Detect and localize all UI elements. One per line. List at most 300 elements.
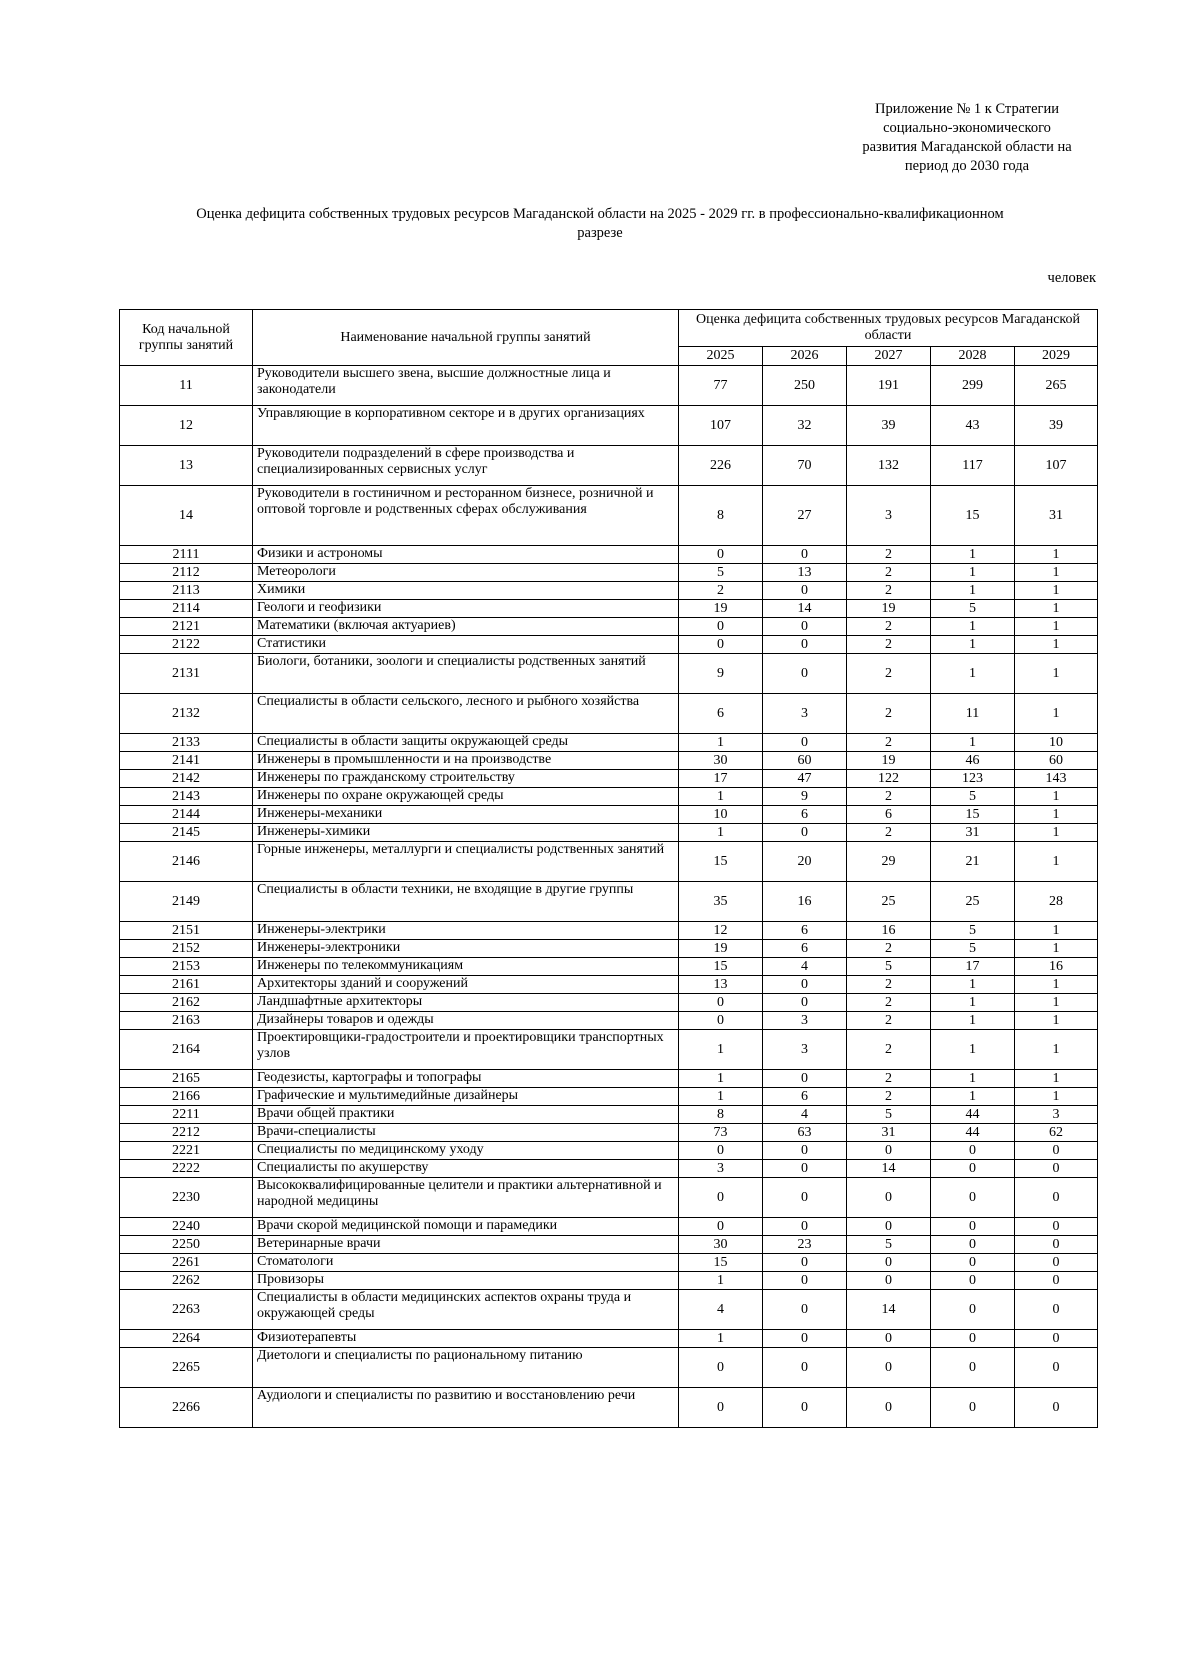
cell-value-2027: 0 xyxy=(847,1254,931,1272)
table-row xyxy=(120,976,1098,994)
cell-value-2027: 2 xyxy=(847,976,931,994)
cell-value-2025: 15 xyxy=(679,1254,763,1272)
table-row xyxy=(120,1124,1098,1142)
cell-name: Специалисты в области техники, не входящие в другие группы xyxy=(253,882,679,922)
cell-value-2029: 1 xyxy=(1015,600,1098,618)
appendix-line: развития Магаданской области на xyxy=(862,139,1072,155)
cell-value-2028: 44 xyxy=(931,1124,1015,1142)
cell-value-2026: 0 xyxy=(763,1330,847,1348)
cell-value-2027: 2 xyxy=(847,618,931,636)
cell-code: 2146 xyxy=(120,842,253,882)
cell-code: 2153 xyxy=(120,958,253,976)
cell-value-2029: 62 xyxy=(1015,1124,1098,1142)
title-line-2: разрезе xyxy=(577,225,623,241)
cell-value-2025: 77 xyxy=(679,366,763,406)
cell-code: 2166 xyxy=(120,1088,253,1106)
cell-value-2027: 0 xyxy=(847,1178,931,1218)
cell-name: Аудиологи и специалисты по развитию и восстановлению речи xyxy=(253,1388,679,1428)
cell-value-2026: 0 xyxy=(763,546,847,564)
cell-value-2028: 0 xyxy=(931,1348,1015,1388)
table-row xyxy=(120,600,1098,618)
cell-value-2025: 19 xyxy=(679,940,763,958)
cell-code: 2151 xyxy=(120,922,253,940)
cell-value-2025: 3 xyxy=(679,1160,763,1178)
cell-value-2026: 0 xyxy=(763,1348,847,1388)
cell-value-2026: 0 xyxy=(763,976,847,994)
table-row xyxy=(120,958,1098,976)
table-row xyxy=(120,1106,1098,1124)
table-row xyxy=(120,1012,1098,1030)
table-row xyxy=(120,752,1098,770)
cell-value-2029: 1 xyxy=(1015,842,1098,882)
cell-value-2028: 0 xyxy=(931,1272,1015,1290)
cell-value-2028: 1 xyxy=(931,582,1015,600)
cell-value-2026: 63 xyxy=(763,1124,847,1142)
cell-value-2027: 132 xyxy=(847,446,931,486)
table-row xyxy=(120,842,1098,882)
cell-value-2029: 107 xyxy=(1015,446,1098,486)
cell-value-2028: 43 xyxy=(931,406,1015,446)
cell-name: Физиотерапевты xyxy=(253,1330,679,1348)
cell-value-2027: 14 xyxy=(847,1160,931,1178)
deficit-table xyxy=(119,309,1098,1428)
cell-name: Инженеры-механики xyxy=(253,806,679,824)
cell-code: 2142 xyxy=(120,770,253,788)
table-row xyxy=(120,366,1098,406)
cell-value-2025: 0 xyxy=(679,1348,763,1388)
cell-name: Специалисты в области защиты окружающей среды xyxy=(253,734,679,752)
cell-code: 2221 xyxy=(120,1142,253,1160)
cell-code: 2149 xyxy=(120,882,253,922)
cell-value-2025: 73 xyxy=(679,1124,763,1142)
cell-value-2028: 1 xyxy=(931,976,1015,994)
cell-name: Инженеры-химики xyxy=(253,824,679,842)
cell-value-2027: 2 xyxy=(847,564,931,582)
cell-code: 2250 xyxy=(120,1236,253,1254)
cell-value-2026: 13 xyxy=(763,564,847,582)
cell-value-2026: 20 xyxy=(763,842,847,882)
cell-name: Инженеры-электроники xyxy=(253,940,679,958)
appendix-line: период до 2030 года xyxy=(904,158,1030,174)
cell-code: 2230 xyxy=(120,1178,253,1218)
cell-value-2026: 3 xyxy=(763,1030,847,1070)
cell-value-2028: 15 xyxy=(931,486,1015,546)
table-row xyxy=(120,824,1098,842)
cell-name: Управляющие в корпоративном секторе и в других организациях xyxy=(253,406,679,446)
cell-name: Врачи-специалисты xyxy=(253,1124,679,1142)
cell-value-2027: 16 xyxy=(847,922,931,940)
cell-value-2029: 0 xyxy=(1015,1290,1098,1330)
cell-code: 2163 xyxy=(120,1012,253,1030)
table-row xyxy=(120,882,1098,922)
table-row xyxy=(120,806,1098,824)
cell-value-2029: 0 xyxy=(1015,1388,1098,1428)
cell-value-2029: 39 xyxy=(1015,406,1098,446)
cell-value-2026: 0 xyxy=(763,1254,847,1272)
cell-value-2025: 0 xyxy=(679,546,763,564)
cell-value-2028: 0 xyxy=(931,1218,1015,1236)
cell-value-2027: 29 xyxy=(847,842,931,882)
cell-name: Дизайнеры товаров и одежды xyxy=(253,1012,679,1030)
cell-value-2027: 191 xyxy=(847,366,931,406)
cell-code: 2144 xyxy=(120,806,253,824)
cell-code: 2121 xyxy=(120,618,253,636)
cell-value-2025: 35 xyxy=(679,882,763,922)
cell-name: Графические и мультимедийные дизайнеры xyxy=(253,1088,679,1106)
cell-code: 2265 xyxy=(120,1348,253,1388)
cell-code: 2164 xyxy=(120,1030,253,1070)
header-year: 2028 xyxy=(931,347,1015,366)
cell-value-2029: 0 xyxy=(1015,1178,1098,1218)
cell-value-2028: 1 xyxy=(931,734,1015,752)
cell-name: Диетологи и специалисты по рациональному питанию xyxy=(253,1348,679,1388)
cell-name: Геодезисты, картографы и топографы xyxy=(253,1070,679,1088)
cell-value-2026: 0 xyxy=(763,618,847,636)
cell-value-2028: 0 xyxy=(931,1254,1015,1272)
cell-value-2026: 0 xyxy=(763,734,847,752)
cell-value-2025: 2 xyxy=(679,582,763,600)
cell-name: Инженеры в промышленности и на производстве xyxy=(253,752,679,770)
cell-value-2029: 1 xyxy=(1015,940,1098,958)
cell-value-2028: 5 xyxy=(931,940,1015,958)
cell-value-2027: 5 xyxy=(847,1106,931,1124)
cell-value-2029: 1 xyxy=(1015,636,1098,654)
cell-value-2026: 0 xyxy=(763,1142,847,1160)
cell-value-2026: 0 xyxy=(763,1388,847,1428)
table-row xyxy=(120,564,1098,582)
cell-value-2027: 3 xyxy=(847,486,931,546)
cell-value-2029: 1 xyxy=(1015,1030,1098,1070)
cell-value-2027: 2 xyxy=(847,1030,931,1070)
cell-code: 2222 xyxy=(120,1160,253,1178)
cell-code: 12 xyxy=(120,406,253,446)
cell-value-2025: 1 xyxy=(679,788,763,806)
cell-value-2029: 0 xyxy=(1015,1254,1098,1272)
cell-name: Провизоры xyxy=(253,1272,679,1290)
cell-code: 11 xyxy=(120,366,253,406)
table-row xyxy=(120,406,1098,446)
cell-value-2027: 0 xyxy=(847,1348,931,1388)
cell-value-2025: 1 xyxy=(679,1030,763,1070)
cell-name: Горные инженеры, металлурги и специалисты родственных занятий xyxy=(253,842,679,882)
cell-name: Архитекторы зданий и сооружений xyxy=(253,976,679,994)
cell-code: 2165 xyxy=(120,1070,253,1088)
cell-name: Метеорологи xyxy=(253,564,679,582)
cell-value-2025: 0 xyxy=(679,994,763,1012)
cell-value-2027: 19 xyxy=(847,752,931,770)
cell-value-2029: 16 xyxy=(1015,958,1098,976)
cell-value-2025: 1 xyxy=(679,1088,763,1106)
cell-value-2027: 2 xyxy=(847,694,931,734)
document-title xyxy=(100,205,1100,243)
cell-value-2029: 0 xyxy=(1015,1348,1098,1388)
header-group: Оценка дефицита собственных трудовых ресурсов Магаданской области xyxy=(679,310,1098,347)
cell-value-2025: 1 xyxy=(679,1330,763,1348)
cell-value-2025: 5 xyxy=(679,564,763,582)
cell-value-2027: 2 xyxy=(847,940,931,958)
appendix-line: Приложение № 1 к Стратегии xyxy=(875,101,1059,117)
cell-value-2025: 6 xyxy=(679,694,763,734)
header-year: 2026 xyxy=(763,347,847,366)
cell-value-2026: 0 xyxy=(763,1160,847,1178)
cell-value-2028: 117 xyxy=(931,446,1015,486)
cell-value-2029: 1 xyxy=(1015,582,1098,600)
cell-code: 2240 xyxy=(120,1218,253,1236)
table-row xyxy=(120,1178,1098,1218)
cell-value-2029: 60 xyxy=(1015,752,1098,770)
cell-name: Инженеры по охране окружающей среды xyxy=(253,788,679,806)
cell-value-2027: 2 xyxy=(847,1012,931,1030)
header-year: 2029 xyxy=(1015,347,1098,366)
cell-code: 2143 xyxy=(120,788,253,806)
cell-value-2025: 1 xyxy=(679,734,763,752)
cell-value-2029: 1 xyxy=(1015,824,1098,842)
cell-value-2028: 15 xyxy=(931,806,1015,824)
cell-value-2027: 6 xyxy=(847,806,931,824)
table-row xyxy=(120,1290,1098,1330)
cell-value-2028: 25 xyxy=(931,882,1015,922)
cell-value-2026: 0 xyxy=(763,654,847,694)
cell-name: Специалисты по акушерству xyxy=(253,1160,679,1178)
header-name: Наименование начальной группы занятий xyxy=(253,310,679,366)
cell-name: Биологи, ботаники, зоологи и специалисты родственных занятий xyxy=(253,654,679,694)
cell-value-2025: 1 xyxy=(679,1070,763,1088)
cell-value-2026: 16 xyxy=(763,882,847,922)
cell-code: 2266 xyxy=(120,1388,253,1428)
cell-value-2026: 3 xyxy=(763,1012,847,1030)
table-row xyxy=(120,582,1098,600)
cell-name: Руководители в гостиничном и ресторанном бизнесе, розничной и оптовой торговле и родственных сферах обслуживания xyxy=(253,486,679,546)
cell-value-2026: 0 xyxy=(763,1218,847,1236)
table-row xyxy=(120,734,1098,752)
table-row xyxy=(120,1330,1098,1348)
cell-value-2027: 31 xyxy=(847,1124,931,1142)
cell-value-2027: 2 xyxy=(847,1088,931,1106)
cell-value-2027: 2 xyxy=(847,1070,931,1088)
header-year: 2027 xyxy=(847,347,931,366)
cell-value-2025: 15 xyxy=(679,958,763,976)
cell-value-2025: 8 xyxy=(679,1106,763,1124)
cell-value-2025: 30 xyxy=(679,752,763,770)
cell-value-2029: 1 xyxy=(1015,564,1098,582)
table-row xyxy=(120,1030,1098,1070)
cell-value-2027: 0 xyxy=(847,1218,931,1236)
cell-value-2026: 27 xyxy=(763,486,847,546)
cell-value-2026: 0 xyxy=(763,582,847,600)
cell-code: 2145 xyxy=(120,824,253,842)
cell-value-2027: 5 xyxy=(847,958,931,976)
cell-value-2026: 0 xyxy=(763,1070,847,1088)
cell-value-2026: 32 xyxy=(763,406,847,446)
cell-name: Инженеры-электрики xyxy=(253,922,679,940)
cell-value-2026: 60 xyxy=(763,752,847,770)
cell-value-2025: 0 xyxy=(679,636,763,654)
cell-value-2029: 1 xyxy=(1015,1088,1098,1106)
table-row xyxy=(120,1254,1098,1272)
cell-value-2028: 299 xyxy=(931,366,1015,406)
cell-value-2025: 15 xyxy=(679,842,763,882)
cell-value-2029: 1 xyxy=(1015,922,1098,940)
cell-value-2026: 0 xyxy=(763,1178,847,1218)
cell-value-2025: 12 xyxy=(679,922,763,940)
cell-value-2028: 11 xyxy=(931,694,1015,734)
cell-value-2029: 1 xyxy=(1015,546,1098,564)
table-row xyxy=(120,1142,1098,1160)
cell-value-2026: 0 xyxy=(763,1272,847,1290)
cell-value-2029: 0 xyxy=(1015,1160,1098,1178)
cell-value-2027: 0 xyxy=(847,1142,931,1160)
cell-code: 2211 xyxy=(120,1106,253,1124)
table-row xyxy=(120,446,1098,486)
cell-value-2025: 226 xyxy=(679,446,763,486)
cell-value-2026: 14 xyxy=(763,600,847,618)
cell-value-2028: 21 xyxy=(931,842,1015,882)
cell-code: 2264 xyxy=(120,1330,253,1348)
cell-value-2026: 23 xyxy=(763,1236,847,1254)
cell-value-2029: 1 xyxy=(1015,654,1098,694)
cell-name: Ветеринарные врачи xyxy=(253,1236,679,1254)
cell-name: Врачи скорой медицинской помощи и парамедики xyxy=(253,1218,679,1236)
cell-value-2028: 46 xyxy=(931,752,1015,770)
cell-code: 2132 xyxy=(120,694,253,734)
cell-value-2028: 0 xyxy=(931,1290,1015,1330)
cell-value-2025: 8 xyxy=(679,486,763,546)
cell-value-2025: 0 xyxy=(679,1388,763,1428)
cell-value-2028: 1 xyxy=(931,994,1015,1012)
cell-value-2026: 6 xyxy=(763,806,847,824)
cell-value-2028: 0 xyxy=(931,1388,1015,1428)
cell-code: 2263 xyxy=(120,1290,253,1330)
cell-value-2028: 1 xyxy=(931,1070,1015,1088)
cell-value-2026: 70 xyxy=(763,446,847,486)
cell-value-2027: 2 xyxy=(847,654,931,694)
cell-value-2029: 1 xyxy=(1015,694,1098,734)
table-row xyxy=(120,546,1098,564)
cell-value-2026: 6 xyxy=(763,940,847,958)
cell-value-2029: 1 xyxy=(1015,806,1098,824)
cell-value-2026: 6 xyxy=(763,1088,847,1106)
cell-value-2029: 143 xyxy=(1015,770,1098,788)
cell-value-2027: 39 xyxy=(847,406,931,446)
cell-code: 2152 xyxy=(120,940,253,958)
cell-value-2029: 0 xyxy=(1015,1272,1098,1290)
cell-code: 2133 xyxy=(120,734,253,752)
cell-code: 2212 xyxy=(120,1124,253,1142)
cell-value-2027: 0 xyxy=(847,1388,931,1428)
cell-code: 2113 xyxy=(120,582,253,600)
header-code: Код начальной группы занятий xyxy=(120,310,253,366)
cell-code: 2141 xyxy=(120,752,253,770)
cell-code: 2122 xyxy=(120,636,253,654)
cell-value-2028: 0 xyxy=(931,1178,1015,1218)
cell-code: 2161 xyxy=(120,976,253,994)
table-row xyxy=(120,770,1098,788)
cell-code: 2262 xyxy=(120,1272,253,1290)
cell-value-2029: 10 xyxy=(1015,734,1098,752)
cell-value-2028: 31 xyxy=(931,824,1015,842)
table-row xyxy=(120,486,1098,546)
cell-value-2026: 0 xyxy=(763,1290,847,1330)
unit-label: человек xyxy=(1047,270,1096,286)
cell-name: Инженеры по телекоммуникациям xyxy=(253,958,679,976)
cell-value-2025: 13 xyxy=(679,976,763,994)
cell-value-2026: 3 xyxy=(763,694,847,734)
cell-value-2028: 44 xyxy=(931,1106,1015,1124)
cell-name: Руководители подразделений в сфере производства и специализированных сервисных услуг xyxy=(253,446,679,486)
cell-code: 2114 xyxy=(120,600,253,618)
cell-code: 2261 xyxy=(120,1254,253,1272)
cell-value-2026: 0 xyxy=(763,994,847,1012)
cell-value-2027: 14 xyxy=(847,1290,931,1330)
table-body xyxy=(120,366,1098,1428)
cell-name: Специалисты по медицинскому уходу xyxy=(253,1142,679,1160)
cell-value-2025: 0 xyxy=(679,1142,763,1160)
cell-value-2028: 5 xyxy=(931,788,1015,806)
cell-value-2027: 2 xyxy=(847,546,931,564)
cell-value-2028: 0 xyxy=(931,1160,1015,1178)
cell-value-2025: 0 xyxy=(679,1012,763,1030)
cell-value-2025: 0 xyxy=(679,1178,763,1218)
cell-value-2028: 1 xyxy=(931,1088,1015,1106)
table-row xyxy=(120,1070,1098,1088)
cell-name: Руководители высшего звена, высшие должностные лица и законодатели xyxy=(253,366,679,406)
cell-value-2027: 5 xyxy=(847,1236,931,1254)
cell-code: 14 xyxy=(120,486,253,546)
cell-value-2027: 0 xyxy=(847,1272,931,1290)
table-row xyxy=(120,1088,1098,1106)
cell-value-2028: 1 xyxy=(931,1012,1015,1030)
cell-code: 13 xyxy=(120,446,253,486)
cell-value-2028: 0 xyxy=(931,1236,1015,1254)
cell-name: Химики xyxy=(253,582,679,600)
cell-value-2028: 1 xyxy=(931,654,1015,694)
cell-value-2028: 5 xyxy=(931,600,1015,618)
cell-value-2029: 0 xyxy=(1015,1236,1098,1254)
cell-value-2029: 1 xyxy=(1015,994,1098,1012)
cell-value-2027: 122 xyxy=(847,770,931,788)
header-year: 2025 xyxy=(679,347,763,366)
cell-value-2029: 0 xyxy=(1015,1330,1098,1348)
cell-name: Специалисты в области медицинских аспектов охраны труда и окружающей среды xyxy=(253,1290,679,1330)
cell-value-2029: 1 xyxy=(1015,1070,1098,1088)
cell-value-2026: 9 xyxy=(763,788,847,806)
cell-value-2025: 9 xyxy=(679,654,763,694)
cell-value-2026: 47 xyxy=(763,770,847,788)
cell-name: Стоматологи xyxy=(253,1254,679,1272)
cell-code: 2162 xyxy=(120,994,253,1012)
table-row xyxy=(120,1160,1098,1178)
cell-value-2029: 0 xyxy=(1015,1218,1098,1236)
cell-value-2029: 1 xyxy=(1015,1012,1098,1030)
cell-name: Специалисты в области сельского, лесного и рыбного хозяйства xyxy=(253,694,679,734)
cell-value-2027: 19 xyxy=(847,600,931,618)
table-row xyxy=(120,1218,1098,1236)
cell-value-2026: 4 xyxy=(763,958,847,976)
cell-value-2025: 0 xyxy=(679,618,763,636)
table-row xyxy=(120,1236,1098,1254)
cell-value-2025: 107 xyxy=(679,406,763,446)
cell-value-2025: 19 xyxy=(679,600,763,618)
cell-name: Врачи общей практики xyxy=(253,1106,679,1124)
table-row xyxy=(120,694,1098,734)
cell-code: 2131 xyxy=(120,654,253,694)
cell-value-2027: 2 xyxy=(847,788,931,806)
cell-value-2029: 1 xyxy=(1015,976,1098,994)
cell-value-2028: 0 xyxy=(931,1330,1015,1348)
cell-name: Статистики xyxy=(253,636,679,654)
table-row xyxy=(120,1272,1098,1290)
cell-value-2029: 3 xyxy=(1015,1106,1098,1124)
